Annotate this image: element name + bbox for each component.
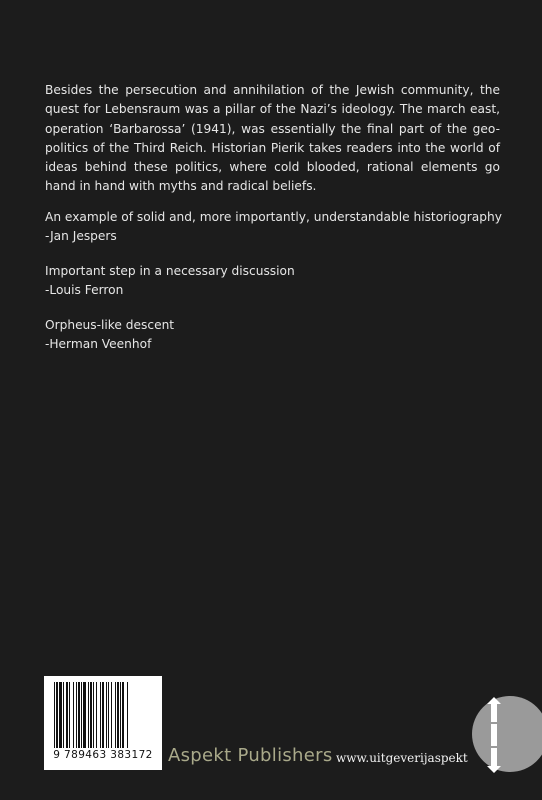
publisher-name: Aspekt Publishers bbox=[168, 745, 333, 766]
quote-author: -Herman Veenhof bbox=[45, 337, 152, 352]
review-quote bbox=[45, 262, 295, 301]
review-quote bbox=[45, 208, 502, 247]
quote-text: Important step in a necessary discussion bbox=[45, 264, 295, 278]
quote-text: Orpheus-like descent bbox=[45, 318, 175, 332]
isbn-number: 9 789463 383172 bbox=[53, 749, 153, 761]
barcode bbox=[44, 676, 162, 770]
review-quote bbox=[45, 316, 174, 355]
barcode-bars bbox=[52, 682, 154, 748]
quote-author: -Louis Ferron bbox=[45, 283, 124, 298]
magnify-expand-icon[interactable] bbox=[470, 694, 542, 774]
back-cover-blurb: Besides the persecution and annihilation of the Jewish community, the quest for Lebensraum was a pillar of the Nazi’s ideology. The march east, operation ‘Barbarossa’ (1941), was essentially the final part of the geo-politics of the Third Reich. Historian Pierik takes readers into the world of ideas behind these politics, where cold blooded, rational elements go hand in hand with myths and radical beliefs. bbox=[45, 83, 500, 194]
publisher-website: www.uitgeverijaspekt bbox=[336, 751, 468, 765]
quote-author: -Jan Jespers bbox=[45, 229, 117, 244]
quote-text: An example of solid and, more importantly, understandable historiography bbox=[45, 210, 502, 224]
